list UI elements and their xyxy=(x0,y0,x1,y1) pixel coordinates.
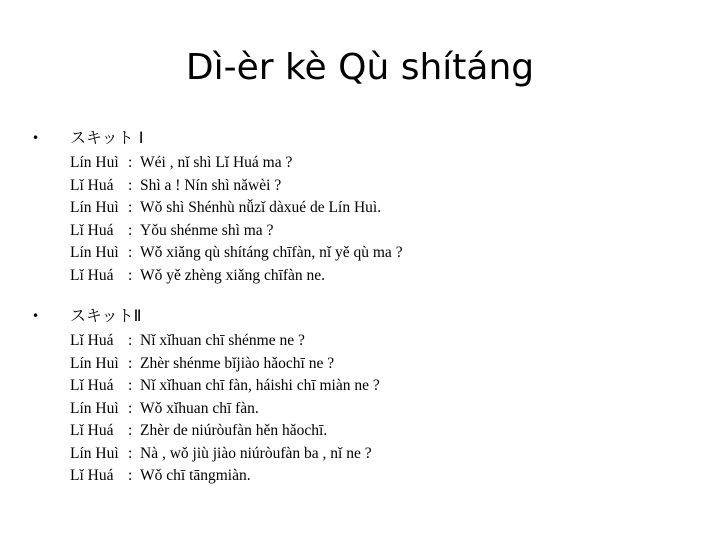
slide-title: Dì-èr kè Qù shítáng xyxy=(185,47,535,88)
dialogue-text: Wǒ shì Shénhù nǚzǐ dàxué de Lín Huì. xyxy=(140,199,382,216)
skit-1-heading: スキット Ⅰ xyxy=(70,128,144,147)
dialogue-line xyxy=(70,330,380,353)
dialogue-text: Shì a ! Nín shì nǎwèi ? xyxy=(140,176,282,194)
speaker-separator: : xyxy=(128,176,133,194)
speaker-name: Lǐ Huá xyxy=(70,422,114,439)
speaker-separator: : xyxy=(128,244,133,261)
speaker-separator: : xyxy=(128,354,133,372)
speaker-name: Lín Huì xyxy=(70,444,119,462)
speaker-name: Lǐ Huá xyxy=(70,221,114,239)
skit-1-dialogue xyxy=(70,152,403,287)
dialogue-line xyxy=(70,353,380,376)
speaker-name: Lǐ Huá xyxy=(70,176,114,194)
speaker-separator: : xyxy=(128,422,133,439)
dialogue-line xyxy=(70,265,403,288)
dialogue-line xyxy=(70,175,403,198)
speaker-name: Lǐ Huá xyxy=(70,332,114,349)
dialogue-text: Yǒu shénme shì ma ? xyxy=(140,221,274,239)
dialogue-line xyxy=(70,152,403,175)
dialogue-line xyxy=(70,465,380,488)
speaker-name: Lín Huì xyxy=(70,154,119,171)
speaker-separator: : xyxy=(128,221,133,239)
dialogue-text: Wǒ yě zhèng xiǎng chīfàn ne. xyxy=(140,266,326,284)
speaker-name: Lín Huì xyxy=(70,199,119,216)
dialogue-text: Zhèr shénme bǐjiào hǎochī ne ? xyxy=(140,354,335,372)
dialogue-text: Wǒ chī tāngmiàn. xyxy=(140,467,251,484)
dialogue-line xyxy=(70,197,403,220)
speaker-name: Lín Huì xyxy=(70,399,119,417)
dialogue-text: Wǒ xǐhuan chī fàn. xyxy=(140,399,259,417)
bullet-point: • xyxy=(32,309,40,323)
dialogue-text: Wǒ xiǎng qù shítáng chīfàn, nǐ yě qù ma ? xyxy=(140,244,403,261)
speaker-separator: : xyxy=(128,154,133,171)
speaker-separator: : xyxy=(128,467,133,484)
speaker-separator: : xyxy=(128,377,133,394)
speaker-name: Lǐ Huá xyxy=(70,467,114,484)
speaker-name: Lín Huì xyxy=(70,354,119,372)
dialogue-text: Zhèr de niúròufàn hěn hǎochī. xyxy=(140,422,328,439)
bullet-point: • xyxy=(32,131,40,145)
dialogue-line xyxy=(70,242,403,265)
dialogue-text: Nà , wǒ jiù jiào niúròufàn ba , nǐ ne ? xyxy=(140,444,372,462)
speaker-name: Lín Huì xyxy=(70,244,119,261)
skit-2-dialogue xyxy=(70,330,380,488)
dialogue-line xyxy=(70,398,380,421)
speaker-separator: : xyxy=(128,199,133,216)
speaker-separator: : xyxy=(128,332,133,349)
skit-2-heading: スキットⅡ xyxy=(70,306,142,325)
dialogue-line xyxy=(70,375,380,398)
speaker-name: Lǐ Huá xyxy=(70,266,114,284)
speaker-separator: : xyxy=(128,399,133,417)
dialogue-line xyxy=(70,420,380,443)
dialogue-line xyxy=(70,443,380,466)
dialogue-text: Nǐ xǐhuan chī shénme ne ? xyxy=(140,332,305,349)
dialogue-text: Nǐ xǐhuan chī fàn, háishi chī miàn ne ? xyxy=(140,377,380,394)
speaker-separator: : xyxy=(128,266,133,284)
speaker-separator: : xyxy=(128,444,133,462)
dialogue-line xyxy=(70,220,403,243)
speaker-name: Lǐ Huá xyxy=(70,377,114,394)
dialogue-text: Wéi , nǐ shì Lǐ Huá ma ? xyxy=(140,154,293,171)
